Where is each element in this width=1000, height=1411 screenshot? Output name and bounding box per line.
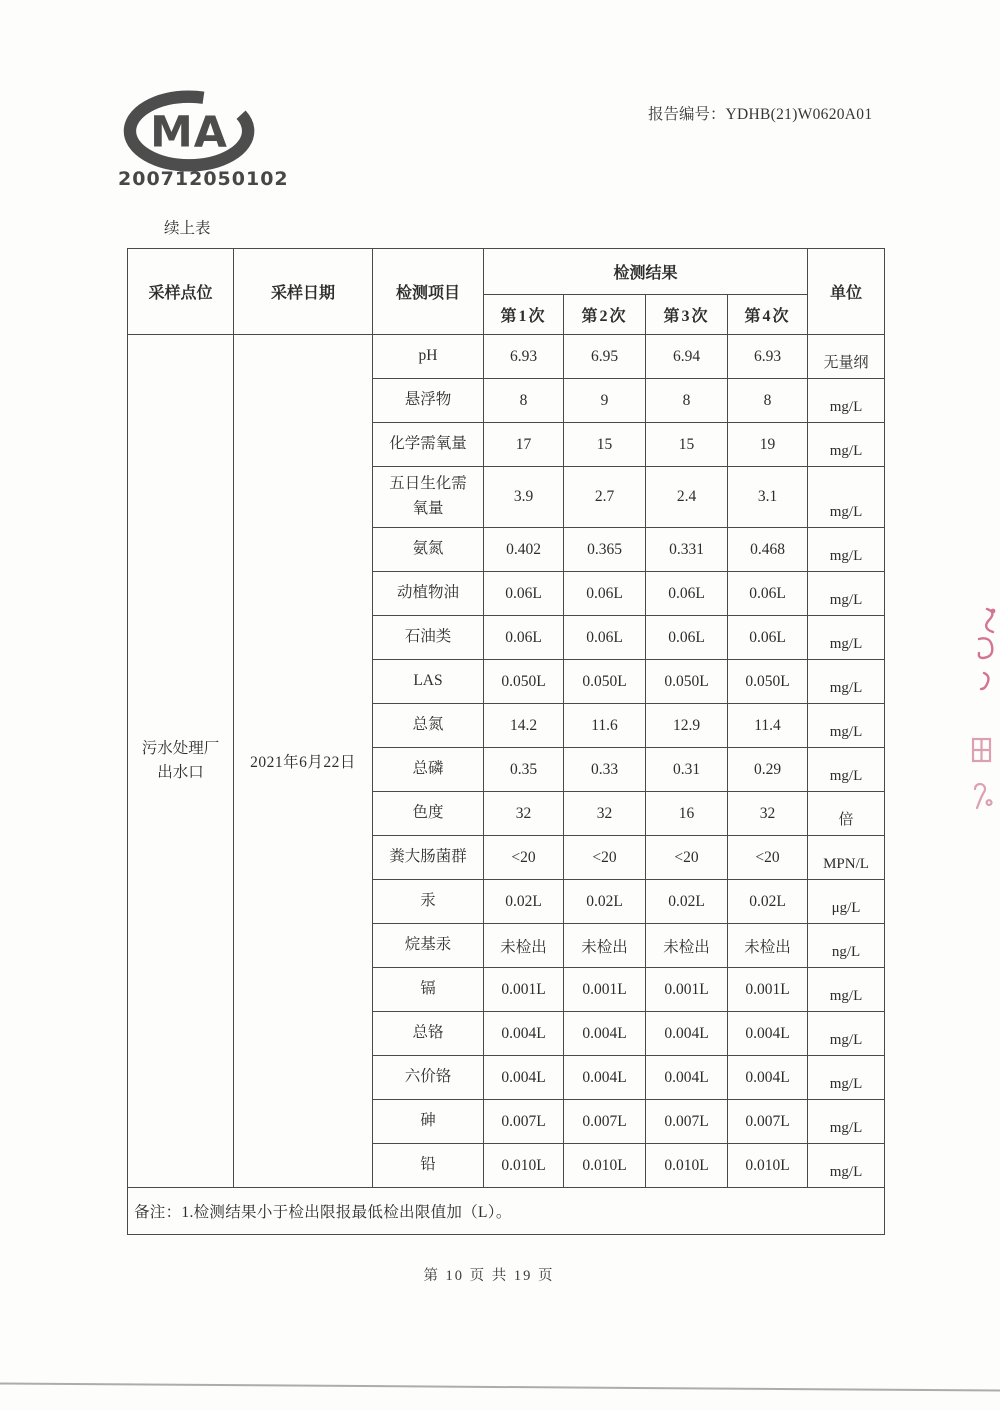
value-cell: 0.004L	[728, 1056, 808, 1100]
unit-cell: MPN/L	[808, 836, 885, 880]
unit-cell: mg/L	[808, 467, 885, 528]
col-header-sampling-date: 采样日期	[234, 249, 373, 335]
value-cell: 0.050L	[484, 660, 564, 704]
value-cell: 0.001L	[564, 968, 646, 1012]
item-cell: LAS	[373, 660, 484, 704]
unit-cell: mg/L	[808, 704, 885, 748]
item-cell: 粪大肠菌群	[373, 836, 484, 880]
value-cell: 0.004L	[728, 1012, 808, 1056]
value-cell: 14.2	[484, 704, 564, 748]
item-cell: 总磷	[373, 748, 484, 792]
unit-cell: mg/L	[808, 968, 885, 1012]
value-cell: 0.001L	[646, 968, 728, 1012]
col-header-run-3: 第3次	[646, 295, 728, 335]
report-number-value: YDHB(21)W0620A01	[725, 106, 873, 123]
unit-cell: mg/L	[808, 660, 885, 704]
item-cell: 镉	[373, 968, 484, 1012]
table-body	[128, 335, 885, 1188]
unit-cell: mg/L	[808, 748, 885, 792]
sampling-date-cell: 2021年6月22日	[234, 335, 373, 1188]
unit-cell: mg/L	[808, 423, 885, 467]
value-cell: 0.06L	[564, 616, 646, 660]
value-cell: 未检出	[728, 924, 808, 968]
value-cell: 0.007L	[564, 1100, 646, 1144]
item-cell: 石油类	[373, 616, 484, 660]
results-table-wrap	[127, 248, 884, 1235]
value-cell: 32	[484, 792, 564, 836]
value-cell: 0.050L	[646, 660, 728, 704]
value-cell: 12.9	[646, 704, 728, 748]
value-cell: 0.050L	[728, 660, 808, 704]
value-cell: 0.010L	[728, 1144, 808, 1188]
value-cell: 0.06L	[728, 616, 808, 660]
col-header-test-results: 检测结果	[484, 249, 808, 295]
value-cell: 6.93	[484, 335, 564, 379]
value-cell: 0.007L	[484, 1100, 564, 1144]
unit-cell: mg/L	[808, 379, 885, 423]
unit-cell: mg/L	[808, 528, 885, 572]
value-cell: 未检出	[646, 924, 728, 968]
value-cell: 0.010L	[484, 1144, 564, 1188]
table-caption: 续上表	[164, 220, 211, 237]
unit-cell: ng/L	[808, 924, 885, 968]
unit-cell: mg/L	[808, 1012, 885, 1056]
remark-cell: 备注：1.检测结果小于检出限报最低检出限值加（L）。	[128, 1188, 885, 1235]
value-cell: <20	[646, 836, 728, 880]
cma-certificate-number: 200712050102	[118, 168, 289, 190]
table-row	[128, 335, 885, 379]
item-cell: 动植物油	[373, 572, 484, 616]
value-cell: 15	[564, 423, 646, 467]
handwriting-mark-icon	[972, 603, 1000, 703]
item-cell: 铅	[373, 1144, 484, 1188]
value-cell: 11.6	[564, 704, 646, 748]
value-cell: 0.402	[484, 528, 564, 572]
item-cell: 汞	[373, 880, 484, 924]
value-cell: 16	[646, 792, 728, 836]
value-cell: 0.468	[728, 528, 808, 572]
col-header-run-1: 第1次	[484, 295, 564, 335]
value-cell: 0.050L	[564, 660, 646, 704]
value-cell: 3.9	[484, 467, 564, 528]
value-cell: 0.02L	[646, 880, 728, 924]
unit-cell: mg/L	[808, 572, 885, 616]
value-cell: 未检出	[564, 924, 646, 968]
value-cell: 0.02L	[728, 880, 808, 924]
unit-cell: mg/L	[808, 1056, 885, 1100]
col-header-unit: 单位	[808, 249, 885, 335]
item-cell: 氨氮	[373, 528, 484, 572]
item-cell: pH	[373, 335, 484, 379]
col-header-sampling-point: 采样点位	[128, 249, 234, 335]
page-number: 第 10 页 共 19 页	[423, 1268, 555, 1284]
value-cell: <20	[484, 836, 564, 880]
value-cell: 0.02L	[484, 880, 564, 924]
value-cell: 6.93	[728, 335, 808, 379]
value-cell: 0.007L	[728, 1100, 808, 1144]
value-cell: 未检出	[484, 924, 564, 968]
item-cell: 五日生化需氧量	[373, 467, 484, 528]
value-cell: 0.007L	[646, 1100, 728, 1144]
item-cell: 色度	[373, 792, 484, 836]
value-cell: 0.06L	[484, 572, 564, 616]
sampling-point-cell: 污水处理厂出水口	[128, 335, 234, 1188]
value-cell: 0.001L	[728, 968, 808, 1012]
item-cell: 六价铬	[373, 1056, 484, 1100]
value-cell: 0.06L	[484, 616, 564, 660]
value-cell: 0.02L	[564, 880, 646, 924]
value-cell: 6.94	[646, 335, 728, 379]
value-cell: 0.06L	[646, 572, 728, 616]
value-cell: 0.35	[484, 748, 564, 792]
value-cell: 0.331	[646, 528, 728, 572]
col-header-run-4: 第4次	[728, 295, 808, 335]
value-cell: 8	[484, 379, 564, 423]
value-cell: <20	[564, 836, 646, 880]
item-cell: 烷基汞	[373, 924, 484, 968]
unit-cell: μg/L	[808, 880, 885, 924]
item-cell: 砷	[373, 1100, 484, 1144]
col-header-run-2: 第2次	[564, 295, 646, 335]
value-cell: 32	[728, 792, 808, 836]
unit-cell: mg/L	[808, 616, 885, 660]
value-cell: 8	[646, 379, 728, 423]
value-cell: 9	[564, 379, 646, 423]
value-cell: 8	[728, 379, 808, 423]
value-cell: 2.4	[646, 467, 728, 528]
value-cell: 0.010L	[564, 1144, 646, 1188]
value-cell: 11.4	[728, 704, 808, 748]
item-cell: 化学需氧量	[373, 423, 484, 467]
report-number	[648, 102, 872, 124]
value-cell: 0.365	[564, 528, 646, 572]
unit-cell: mg/L	[808, 1100, 885, 1144]
value-cell: 0.001L	[484, 968, 564, 1012]
value-cell: 0.004L	[564, 1012, 646, 1056]
cma-logo-icon	[116, 90, 264, 172]
value-cell: 0.29	[728, 748, 808, 792]
value-cell: 0.004L	[646, 1056, 728, 1100]
unit-cell: mg/L	[808, 1144, 885, 1188]
value-cell: 3.1	[728, 467, 808, 528]
value-cell: 15	[646, 423, 728, 467]
value-cell: 0.06L	[564, 572, 646, 616]
value-cell: 0.31	[646, 748, 728, 792]
value-cell: 2.7	[564, 467, 646, 528]
unit-cell: 无量纲	[808, 335, 885, 379]
unit-cell: 倍	[808, 792, 885, 836]
remark-row	[128, 1188, 885, 1235]
item-cell: 总铬	[373, 1012, 484, 1056]
item-cell: 悬浮物	[373, 379, 484, 423]
col-header-test-item: 检测项目	[373, 249, 484, 335]
value-cell: 0.33	[564, 748, 646, 792]
value-cell: 0.004L	[646, 1012, 728, 1056]
svg-text:MA: MA	[150, 107, 228, 158]
value-cell: 19	[728, 423, 808, 467]
results-table	[127, 248, 885, 1235]
value-cell: 0.004L	[484, 1012, 564, 1056]
value-cell: 0.004L	[564, 1056, 646, 1100]
value-cell: 32	[564, 792, 646, 836]
report-number-label: 报告编号：	[648, 106, 726, 123]
item-cell: 总氮	[373, 704, 484, 748]
value-cell: 6.95	[564, 335, 646, 379]
value-cell: <20	[728, 836, 808, 880]
value-cell: 17	[484, 423, 564, 467]
paper-bottom-edge	[0, 1382, 1000, 1391]
value-cell: 0.010L	[646, 1144, 728, 1188]
value-cell: 0.06L	[646, 616, 728, 660]
handwriting-mark-icon	[965, 733, 999, 817]
value-cell: 0.004L	[484, 1056, 564, 1100]
value-cell: 0.06L	[728, 572, 808, 616]
